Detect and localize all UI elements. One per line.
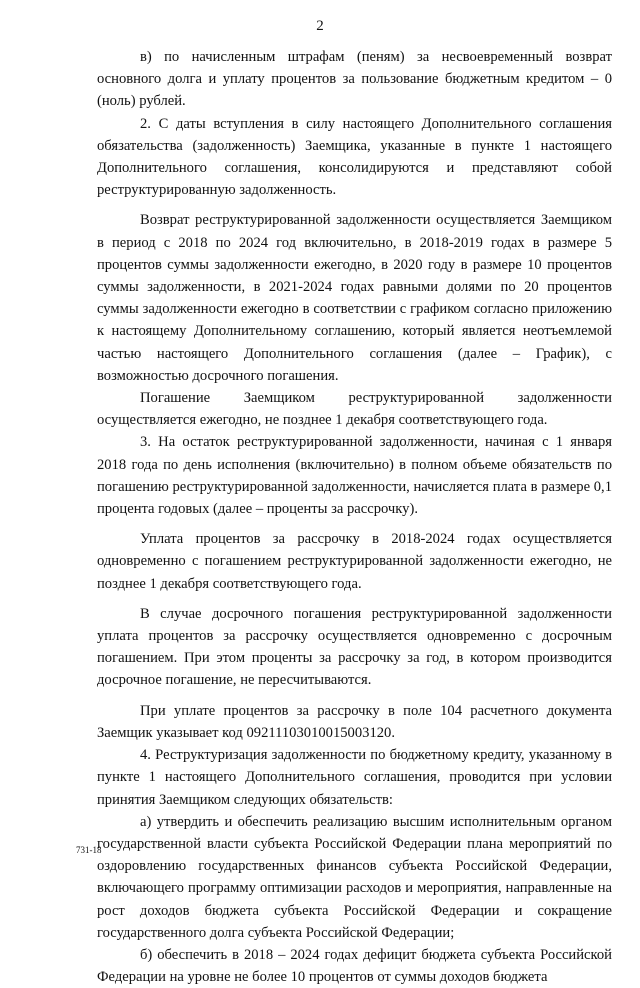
paragraph-11: б) обеспечить в 2018 – 2024 годах дефицит бюджета субъекта Российской Федерации на уровне не более 10 процентов от суммы доходов бюджета [97,946,612,986]
document-body [97,46,612,988]
footer-code: 731-18 [76,845,102,855]
paragraph-10: а) утвердить и обеспечить реализацию высшим исполнительным органом государственной власти субъекта Российской Федерации плана мероприятий по оздоровлению государственных финансов субъекта Российской Федерации, включающего программу оптимизации расходов и мероприятия, направленные на рост доходов бюджета субъекта Российской Федерации и сокращение государственного долга субъекта Российской Федерации; [97,813,612,941]
paragraph-1: в) по начисленным штрафам (пеням) за несвоевременный возврат основного долга и уплату процентов за пользование бюджетным кредитом – 0 (ноль) рублей. [97,49,612,110]
paragraph-8: При уплате процентов за рассрочку в поле 104 расчетного документа Заемщик указывает код 09211103010015003120. [97,702,612,741]
page-number: 2 [316,18,324,34]
paragraph-6: Уплата процентов за рассрочку в 2018-2024 годах осуществляется одновременно с погашением реструктурированной задолженности ежегодно, не позднее 1 декабря соответствующего года. [97,531,612,592]
paragraph-5: 3. На остаток реструктурированной задолженности, начиная с 1 января 2018 года по день исполнения (включительно) в полном объеме обязательств по погашению реструктурированной задолженности, начисляется плата в размере 0,1 процента годовых (далее – проценты за рассрочку). [97,434,612,518]
paragraph-2: 2. С даты вступления в силу настоящего Дополнительного соглашения обязательства (задолженность) Заемщика, указанные в пункте 1 настоящего Дополнительного соглашения, консолидируются и представляют собой реструктурированную задолженность. [97,115,612,199]
paragraph-7: В случае досрочного погашения реструктурированной задолженности уплата процентов за рассрочку осуществляется одновременно с досрочным погашением. При этом проценты за рассрочку за год, в котором производится досрочное погашение, не пересчитываются. [97,605,612,689]
paragraph-4: Погашение Заемщиком реструктурированной задолженности осуществляется ежегодно, не позднее 1 декабря соответствующего года. [97,390,612,429]
paragraph-9: 4. Реструктуризация задолженности по бюджетному кредиту, указанному в пункте 1 настоящего Дополнительного соглашения, проводится при условии принятия Заемщиком следующих обязательств: [97,747,612,808]
paragraph-3: Возврат реструктурированной задолженности осуществляется Заемщиком в период с 2018 по 2024 год включительно, в 2018-2019 годах в размере 5 процентов суммы задолженности ежегодно, в 2020 году в размере 10 процентов суммы задолженности, в 2021-2024 годах равными долями по 20 процентов суммы задолженности ежегодно в соответствии с графиком согласно приложению к настоящему Дополнительному соглашению, который является неотъемлемой частью настоящего Дополнительного соглашения (далее – График), с возможностью досрочного погашения. [97,212,612,384]
